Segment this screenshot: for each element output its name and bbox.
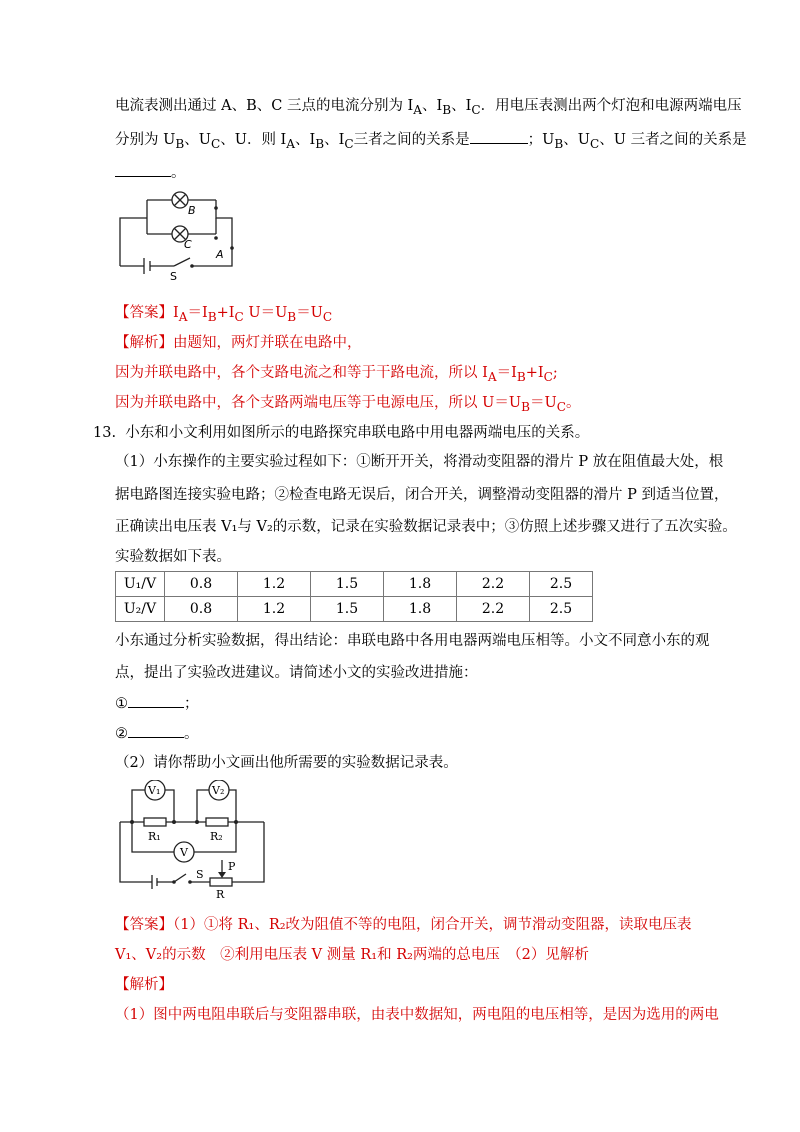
table-row (116, 597, 593, 622)
table-cell: 2.2 (457, 572, 530, 597)
label-s: S (170, 270, 177, 283)
question-stem: 小东和小文利用如图所示的电路探究串联电路中用电器两端电压的关系。 (125, 425, 590, 441)
answer-text: I (173, 305, 179, 321)
answer-blank-1[interactable] (470, 129, 528, 144)
sub-b: B (554, 136, 564, 151)
q13-answer-2: V₁、V₂的示数 ②利用电压表 V 测量 R₁和 R₂两端的总电压 （2）见解析 (115, 947, 589, 963)
q12-answer: 【答案】$I_A=I_B+I_C$ $U=U_B=U_C$ (115, 305, 333, 324)
q13-p2: （2）请你帮助小文画出他所需要的实验数据记录表。 (115, 755, 458, 771)
table-cell: 1.5 (311, 597, 384, 622)
table-cell: 2.5 (530, 597, 593, 622)
q13-stem (93, 423, 589, 443)
label-a: A (216, 248, 224, 261)
table-cell: 2.5 (530, 572, 593, 597)
q13-blank-1-line (115, 693, 199, 714)
analysis-text: 因为并联电路中，各个支路两端电压等于电源电压，所以 U＝U (115, 395, 522, 411)
q13-p1-line4: 实验数据如下表。 (115, 549, 231, 565)
circle-number: ② (115, 726, 128, 742)
q12-line2c: 三者之间的关系是 (353, 132, 470, 148)
sub-c: C (344, 136, 354, 151)
q13-p1-line1: （1）小东操作的主要实验过程如下：①断开开关，将滑动变阻器的滑片 P 放在阻值最大处，根 (115, 454, 724, 470)
sub-b: B (175, 136, 185, 151)
label-r2: R₂ (210, 830, 223, 843)
analysis-tag: 【解析】 (115, 335, 173, 351)
answer-tag: 【答案】 (115, 917, 173, 933)
q12-line2e: 、U 三者之间的关系是 (599, 132, 747, 148)
answer-blank-2[interactable] (115, 162, 171, 177)
label-r: R (216, 888, 225, 898)
circle-number: ① (115, 696, 128, 712)
analysis-text: 因为并联电路中，各个支路电流之和等于干路电流，所以 I (115, 365, 488, 381)
q13-conclusion-1: 小东通过分析实验数据，得出结论：串联电路中各用电器两端电压相等。小文不同意小东的观 (115, 633, 710, 649)
q13-blank-2-line (115, 723, 199, 744)
q12-line2a: 分别为 U (115, 132, 176, 148)
q12-line-3 (115, 162, 186, 183)
answer-tag: 【答案】 (115, 305, 173, 321)
label-r1: R₁ (148, 830, 161, 843)
answer-blank-4[interactable] (128, 723, 184, 738)
table-cell: 1.8 (384, 597, 457, 622)
label-v1: V₁ (148, 784, 161, 797)
q12-line3-end: 。 (171, 165, 186, 181)
q12-line-2: 分别为 $U_B$、$U_C$、U．则 $I_A$、$I_B$、$I_C$三者之间的关系是 ；$U_B$、$U_C$、U 三者之间的关系是 (115, 129, 747, 154)
q13-circuit-diagram (112, 780, 272, 898)
sub-a: A (413, 102, 423, 117)
row-header: U₁/V (116, 572, 165, 597)
label-p: P (228, 860, 236, 873)
question-number: 13. (93, 425, 117, 441)
q12-line1-text: 电流表测出通过 A、B、C 三点的电流分别为 I (115, 98, 414, 114)
q12-line1-tail: ．用电压表测出两个灯泡和电源两端电压 (480, 98, 742, 114)
q12-circuit-diagram (112, 188, 242, 288)
table-cell: 1.2 (238, 572, 311, 597)
q12-analysis-1 (115, 333, 362, 353)
sub-b: B (315, 136, 325, 151)
table-cell: 1.2 (238, 597, 311, 622)
label-s: S (196, 868, 204, 881)
q12-analysis-2: 因为并联电路中，各个支路电流之和等于干路电流，所以 $I_A=I_B+I_C$; (115, 365, 558, 384)
q13-p1-line3: 正确读出电压表 V₁与 V₂的示数，记录在实验数据记录表中；③仿照上述步骤又进行了五次实验。 (115, 519, 737, 535)
sub-c: C (210, 136, 221, 151)
table-row (116, 572, 593, 597)
q12-line-1: 电流表测出通过 A、B、C 三点的电流分别为 $I_A$、$I_B$、$I_C$．用电压表测出两个灯泡和电源两端电压 (115, 98, 742, 117)
sub-a: A (286, 136, 296, 151)
q13-analysis-1: （1）图中两电阻串联后与变阻器串联，由表中数据知，两电阻的电压相等，是因为选用的两电 (115, 1007, 719, 1023)
sub-b: B (442, 102, 452, 117)
q13-p1-line2: 据电路图连接实验电路；②检查电路无误后，闭合开关，调整滑动变阻器的滑片 P 到适当位置， (115, 487, 729, 503)
table-cell: 1.8 (384, 572, 457, 597)
q12-analysis-3: 因为并联电路中，各个支路两端电压等于电源电压，所以 $U=U_B=U_C$。 (115, 395, 581, 414)
table-cell: 1.5 (311, 572, 384, 597)
q13-analysis-tag: 【解析】 (115, 977, 173, 993)
table-cell: 2.2 (457, 597, 530, 622)
q12-line2b: 、U．则 I (220, 132, 287, 148)
data-table (115, 571, 593, 622)
punct: ； (184, 696, 199, 712)
punct: 。 (184, 726, 199, 742)
analysis-text: 由题知，两灯并联在电路中， (173, 335, 362, 351)
label-v: V (180, 846, 188, 859)
q13-conclusion-2: 点，提出了实验改进建议。请简述小文的实验改进措施： (115, 665, 478, 681)
row-header: U₂/V (116, 597, 165, 622)
table-cell: 0.8 (165, 572, 238, 597)
label-c: C (184, 238, 192, 251)
q13-answer-1 (115, 915, 692, 935)
answer-blank-3[interactable] (128, 693, 184, 708)
table-cell: 0.8 (165, 597, 238, 622)
q12-line2d: ；U (527, 132, 555, 148)
sub-c: C (589, 136, 600, 151)
sub-c: C (471, 102, 481, 117)
answer-text: （1）①将 R₁、R₂改为阻值不等的电阻，闭合开关，调节滑动变阻器，读取电压表 (173, 917, 692, 933)
label-b: B (188, 204, 196, 217)
label-v2: V₂ (212, 784, 225, 797)
